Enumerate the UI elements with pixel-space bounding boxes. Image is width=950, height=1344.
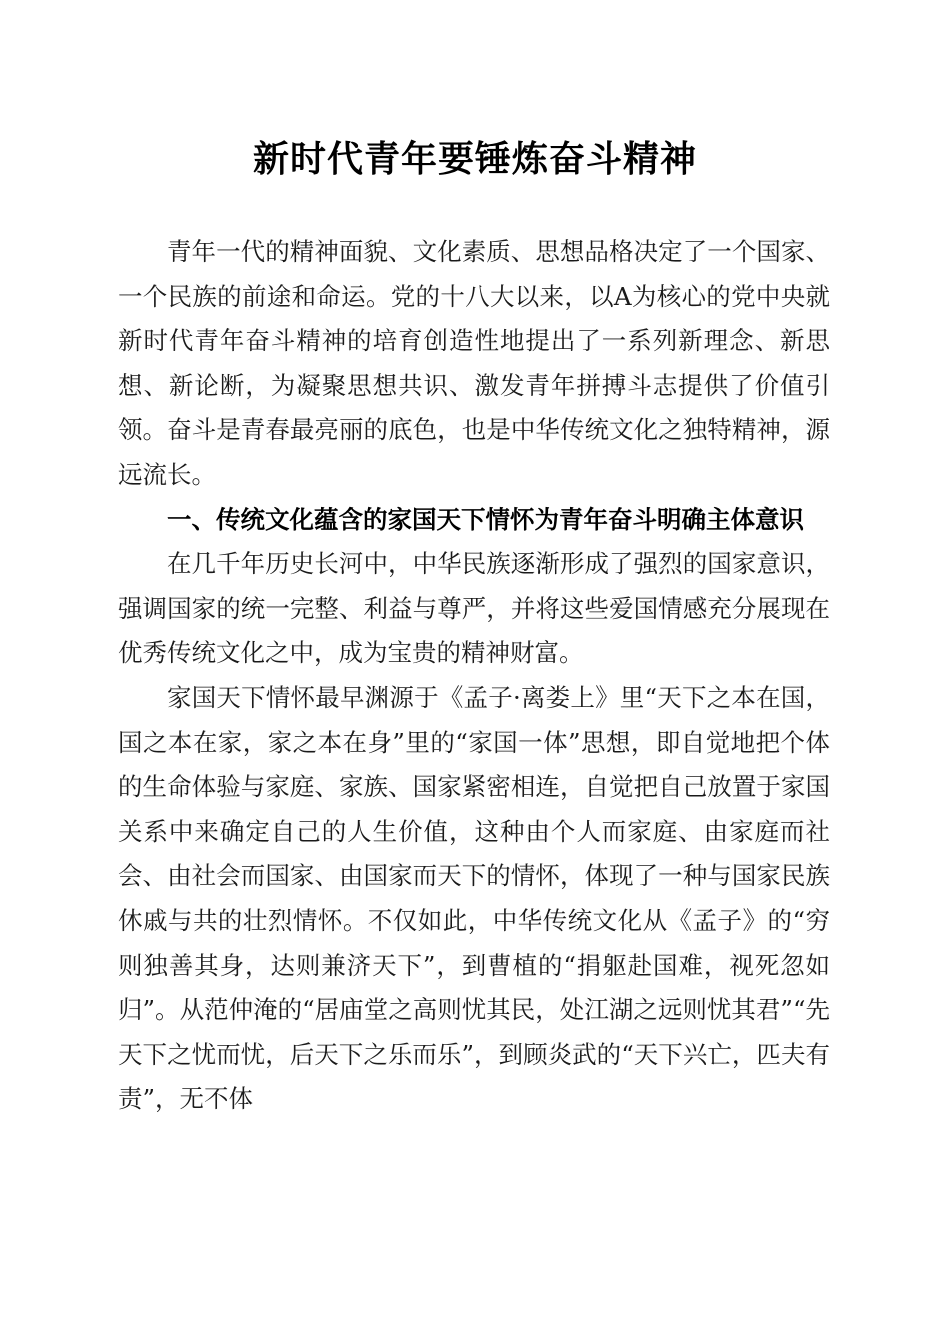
page-title: 新时代青年要锤炼奋斗精神 xyxy=(252,138,697,180)
section-heading-1: 一、传统文化蕴含的家国天下情怀为青年奋斗明确主体意识 xyxy=(167,504,804,534)
intro-paragraph: 青年一代的精神面貌、文化素质、思想品格决定了一个国家、一个民族的前途和命运。党的十八大以来，以A为核心的党中央就新时代青年奋斗精神的培育创造性地提出了一系列新理念、新思想、新论断，为凝聚思想共识、激发青年拼搏斗志提供了价值引领。奋斗是青春最亮丽的底色，也是中华传统文化之独特精神，源远流长。 xyxy=(118,237,830,489)
body-paragraph: 在几千年历史长河中，中华民族逐渐形成了强烈的国家意识，强调国家的统一完整、利益与尊严，并将这些爱国情感充分展现在优秀传统文化之中，成为宝贵的精神财富。 xyxy=(118,549,830,668)
body-paragraph: 家国天下情怀最早渊源于《孟子·离娄上》里“天下之本在国，国之本在家，家之本在身”里的“家国一体”思想，即自觉地把个体的生命体验与家庭、家族、国家紧密相连，自觉把自己放置于家国关系中来确定自己的人生价值，这种由个人而家庭、由家庭而社会、由社会而国家、由国家而天下的情怀，体现了一种与国家民族休戚与共的壮烈情怀。不仅如此，中华传统文化从《孟子》的“穷则独善其身，达则兼济天下”，到曹植的“捐躯赴国难，视死忽如归”。从范仲淹的“居庙堂之高则忧其民，处江湖之远则忧其君”“先天下之忧而忧，后天下之乐而乐”，到顾炎武的“天下兴亡，匹夫有责”，无不体 xyxy=(118,682,830,1114)
document-body xyxy=(118,230,830,1122)
